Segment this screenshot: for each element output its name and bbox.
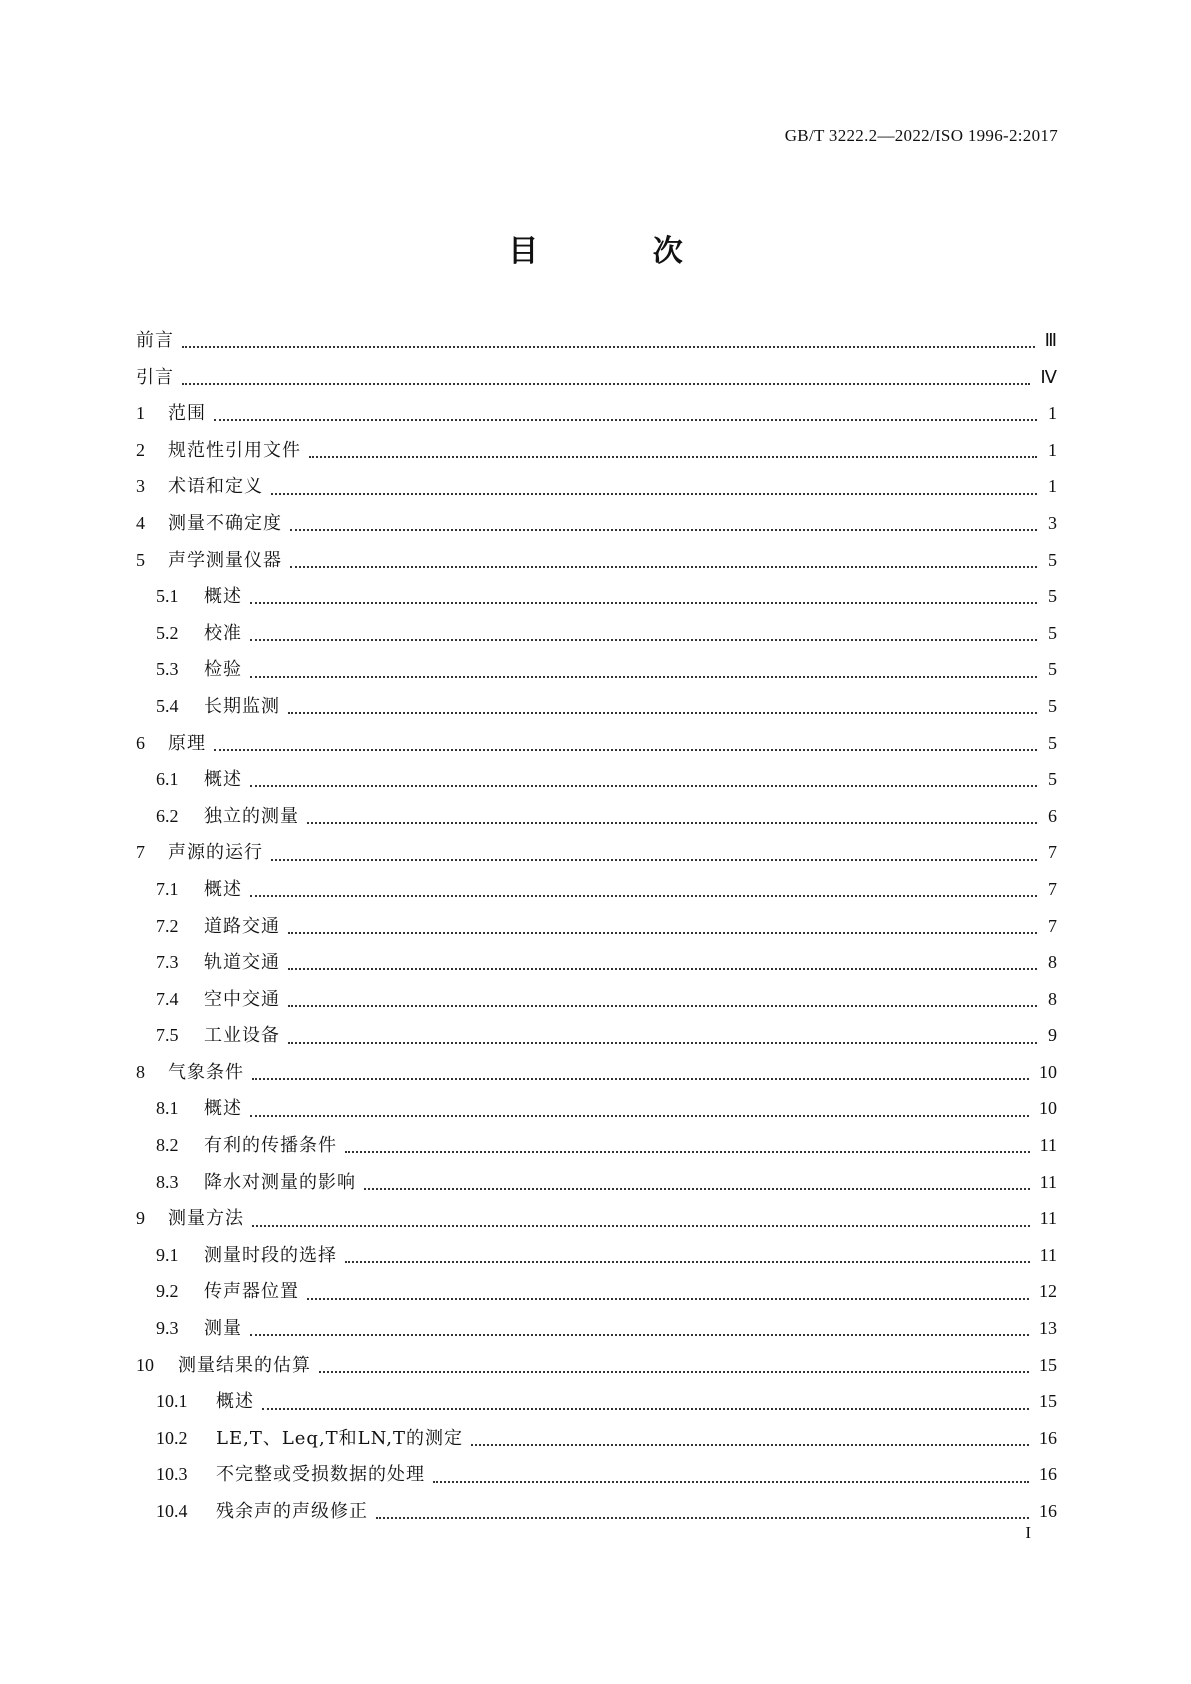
toc-entry-page: 8 [1048, 988, 1057, 1009]
toc-dot-leader [345, 1151, 1030, 1153]
toc-dot-leader [288, 932, 1037, 934]
toc-entry-number: 7.3 [156, 952, 179, 973]
toc-dot-leader [250, 639, 1037, 641]
toc-entry-title: 测量结果的估算 [178, 1354, 311, 1376]
toc-entry[interactable] [136, 1241, 1057, 1278]
toc-entry-page: 3 [1048, 512, 1057, 533]
page-title: 目 次 [508, 234, 735, 269]
toc-dot-leader [307, 1298, 1029, 1300]
toc-dot-leader [290, 529, 1037, 531]
toc-entry-number: 5.3 [156, 659, 179, 680]
toc-dot-leader [250, 1115, 1029, 1117]
toc-entry[interactable] [136, 1460, 1057, 1497]
toc-entry[interactable] [136, 948, 1057, 985]
toc-entry-page: 15 [1039, 1354, 1057, 1375]
toc-dot-leader [309, 456, 1037, 458]
toc-entry[interactable] [136, 1314, 1057, 1351]
toc-entry[interactable] [136, 1168, 1057, 1205]
toc-entry-title: 测量方法 [168, 1208, 244, 1230]
toc-entry-title: 概述 [204, 1098, 242, 1120]
toc-entry-title: 有利的传播条件 [204, 1135, 337, 1157]
toc-entry[interactable] [136, 1497, 1057, 1534]
toc-dot-leader [433, 1481, 1029, 1483]
toc-entry[interactable] [136, 1351, 1057, 1388]
toc-dot-leader [214, 749, 1037, 751]
toc-entry[interactable] [136, 838, 1057, 875]
toc-entry-title: LE,T、Leq,T和LN,T的测定 [216, 1427, 463, 1449]
toc-entry-page: 16 [1039, 1501, 1057, 1521]
toc-entry-page: 16 [1039, 1464, 1057, 1485]
toc-entry-page: 13 [1039, 1318, 1057, 1339]
toc-dot-leader [288, 1005, 1037, 1007]
toc-entry-page: 5 [1048, 549, 1057, 570]
toc-entry-number: 7 [136, 842, 145, 863]
toc-entry-number: 9.1 [156, 1244, 179, 1265]
toc-dot-leader [250, 1334, 1029, 1336]
toc-entry-number: 10.1 [156, 1391, 188, 1412]
toc-entry-number: 2 [136, 439, 145, 460]
toc-entry-title: 概述 [204, 769, 242, 791]
toc-entry-page: 11 [1039, 1135, 1057, 1156]
toc-entry[interactable] [136, 765, 1057, 802]
toc-entry[interactable] [136, 326, 1057, 363]
toc-entry-title: 校准 [204, 622, 242, 644]
toc-dot-leader [252, 1225, 1030, 1227]
toc-dot-leader [319, 1371, 1029, 1373]
table-of-contents [136, 326, 1057, 1534]
toc-entry-number: 9.3 [156, 1318, 179, 1339]
toc-dot-leader [250, 895, 1037, 897]
toc-dot-leader [288, 968, 1037, 970]
toc-entry-page: 5 [1048, 659, 1057, 680]
toc-entry[interactable] [136, 692, 1057, 729]
toc-entry[interactable] [136, 802, 1057, 839]
page-number: I [1025, 1523, 1031, 1542]
toc-dot-leader [376, 1517, 1029, 1519]
toc-entry-page: Ⅳ [1040, 366, 1057, 387]
toc-dot-leader [364, 1188, 1030, 1190]
toc-entry-page: 7 [1048, 915, 1057, 936]
toc-dot-leader [288, 1042, 1037, 1044]
toc-entry[interactable] [136, 985, 1057, 1022]
toc-entry-title: 气象条件 [168, 1061, 244, 1083]
toc-entry-page: 15 [1039, 1391, 1057, 1412]
toc-entry[interactable] [136, 655, 1057, 692]
toc-entry-title: 原理 [168, 732, 206, 754]
toc-dot-leader [271, 493, 1037, 495]
toc-entry-page: 1 [1048, 439, 1057, 460]
toc-entry-title: 声源的运行 [168, 842, 263, 864]
toc-entry-page: 1 [1048, 403, 1057, 424]
toc-entry-number: 7.1 [156, 878, 179, 899]
toc-dot-leader [182, 346, 1035, 348]
toc-entry-number: 5.2 [156, 622, 179, 643]
toc-entry-page: 16 [1039, 1427, 1057, 1448]
toc-entry-number: 8.3 [156, 1171, 179, 1192]
toc-entry-number: 5 [136, 549, 145, 570]
toc-entry-title: 传声器位置 [204, 1281, 299, 1303]
toc-entry[interactable] [136, 912, 1057, 949]
toc-entry-number: 9.2 [156, 1281, 179, 1302]
toc-entry[interactable] [136, 509, 1057, 546]
toc-entry-title: 不完整或受损数据的处理 [216, 1464, 425, 1486]
toc-entry-title: 概述 [204, 586, 242, 608]
toc-dot-leader [262, 1408, 1029, 1410]
toc-entry-number: 5.4 [156, 695, 179, 716]
toc-entry-page: Ⅲ [1044, 330, 1057, 350]
toc-entry-title: 术语和定义 [168, 476, 263, 498]
toc-entry-page: 11 [1039, 1244, 1057, 1265]
toc-entry-title: 轨道交通 [204, 952, 280, 974]
toc-entry-title: 测量时段的选择 [204, 1244, 337, 1266]
toc-entry-title: 检验 [204, 659, 242, 681]
toc-entry-number: 6.2 [156, 805, 179, 826]
toc-entry-page: 11 [1039, 1171, 1057, 1192]
toc-dot-leader [250, 676, 1037, 678]
toc-entry-page: 1 [1048, 476, 1057, 497]
toc-entry-page: 7 [1048, 842, 1057, 863]
toc-entry-number: 7.4 [156, 988, 179, 1009]
toc-entry-number: 10.2 [156, 1427, 188, 1448]
toc-entry[interactable] [136, 1094, 1057, 1131]
toc-entry[interactable] [136, 875, 1057, 912]
toc-entry-title: 规范性引用文件 [168, 439, 301, 461]
toc-entry-number: 8 [136, 1061, 145, 1082]
toc-dot-leader [271, 859, 1037, 861]
toc-entry-number: 10.4 [156, 1501, 188, 1521]
toc-entry[interactable] [136, 472, 1057, 509]
toc-entry-page: 5 [1048, 586, 1057, 607]
toc-entry-page: 11 [1039, 1208, 1057, 1229]
toc-entry-title: 降水对测量的影响 [204, 1171, 356, 1193]
toc-entry-title: 道路交通 [204, 915, 280, 937]
toc-entry[interactable] [136, 546, 1057, 583]
toc-entry-title: 空中交通 [204, 988, 280, 1010]
toc-entry-title: 概述 [204, 878, 242, 900]
toc-entry[interactable] [136, 399, 1057, 436]
toc-dot-leader [288, 712, 1037, 714]
toc-dot-leader [250, 785, 1037, 787]
toc-entry-number: 6 [136, 732, 145, 753]
toc-entry-number: 10.3 [156, 1464, 188, 1485]
toc-entry-page: 10 [1039, 1098, 1057, 1119]
toc-entry-title: 长期监测 [204, 695, 280, 717]
toc-entry-number: 7.2 [156, 915, 179, 936]
toc-entry-title: 测量 [204, 1318, 242, 1340]
toc-entry-number: 1 [136, 403, 145, 424]
toc-entry[interactable] [136, 363, 1057, 400]
toc-entry-number: 4 [136, 512, 145, 533]
toc-entry-number: 8.2 [156, 1135, 179, 1156]
toc-entry[interactable] [136, 582, 1057, 619]
toc-entry-page: 6 [1048, 805, 1057, 826]
toc-entry-title: 工业设备 [204, 1025, 280, 1047]
toc-entry-page: 5 [1048, 695, 1057, 716]
toc-entry-page: 7 [1048, 878, 1057, 899]
toc-entry[interactable] [136, 1277, 1057, 1314]
toc-entry-number: 5.1 [156, 586, 179, 607]
toc-entry[interactable] [136, 1387, 1057, 1424]
toc-entry-number: 8.1 [156, 1098, 179, 1119]
toc-dot-leader [214, 419, 1037, 421]
toc-entry[interactable] [136, 1204, 1057, 1241]
toc-entry-page: 5 [1048, 732, 1057, 753]
toc-entry-number: 9 [136, 1208, 145, 1229]
toc-entry[interactable] [136, 1021, 1057, 1058]
toc-entry[interactable] [136, 1131, 1057, 1168]
toc-entry-title: 前言 [136, 330, 174, 351]
toc-dot-leader [307, 822, 1037, 824]
toc-dot-leader [471, 1444, 1029, 1446]
toc-entry-title: 独立的测量 [204, 805, 299, 827]
toc-dot-leader [252, 1078, 1029, 1080]
toc-dot-leader [182, 383, 1030, 385]
toc-dot-leader [250, 602, 1037, 604]
toc-entry[interactable] [136, 729, 1057, 766]
toc-entry-page: 10 [1039, 1061, 1057, 1082]
toc-entry-page: 12 [1039, 1281, 1057, 1302]
toc-entry-number: 3 [136, 476, 145, 497]
toc-entry-page: 5 [1048, 622, 1057, 643]
toc-dot-leader [345, 1261, 1030, 1263]
toc-entry-title: 引言 [136, 366, 174, 388]
toc-dot-leader [290, 566, 1037, 568]
toc-entry-number: 10 [136, 1354, 154, 1375]
toc-entry-page: 5 [1048, 769, 1057, 790]
toc-entry-title: 范围 [168, 403, 206, 425]
toc-entry[interactable] [136, 1424, 1057, 1461]
toc-entry-title: 残余声的声级修正 [216, 1501, 368, 1522]
toc-entry-number: 7.5 [156, 1025, 179, 1046]
toc-entry[interactable] [136, 1058, 1057, 1095]
toc-entry-page: 9 [1048, 1025, 1057, 1046]
toc-entry-page: 8 [1048, 952, 1057, 973]
standard-code: GB/T 3222.2—2022/ISO 1996-2:2017 [784, 126, 1058, 145]
toc-entry[interactable] [136, 619, 1057, 656]
toc-entry[interactable] [136, 436, 1057, 473]
toc-entry-number: 6.1 [156, 769, 179, 790]
toc-entry-title: 声学测量仪器 [168, 549, 282, 571]
toc-entry-title: 概述 [216, 1391, 254, 1413]
toc-entry-title: 测量不确定度 [168, 512, 282, 534]
